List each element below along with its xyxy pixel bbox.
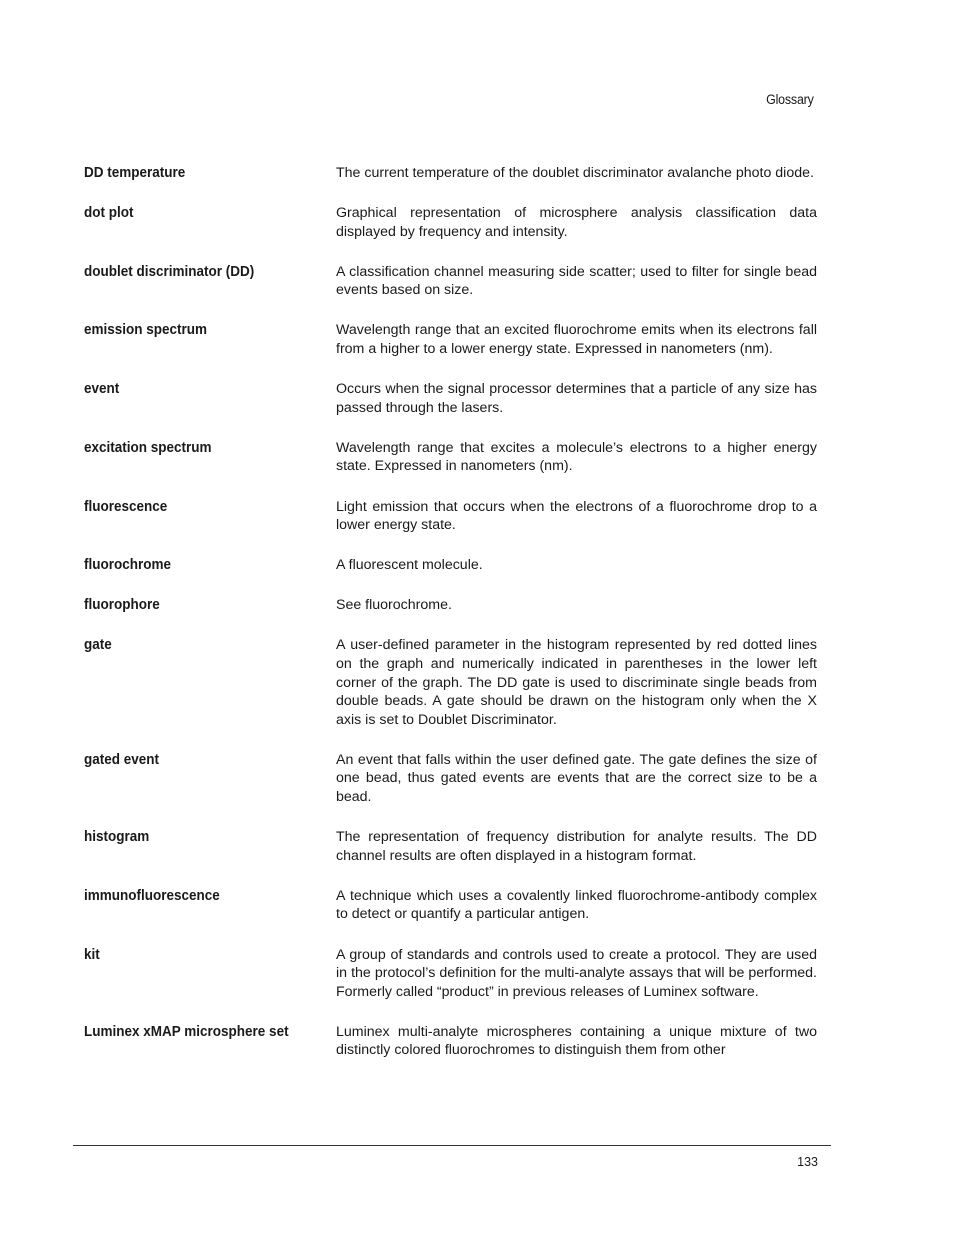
glossary-term: Luminex xMAP microsphere set [84, 1022, 289, 1040]
glossary-term: fluorophore [84, 596, 160, 614]
glossary-term: excitation spectrum [84, 438, 212, 456]
glossary-term: gated event [84, 750, 160, 768]
glossary-entry-fluorophore [84, 596, 817, 615]
running-header-glossary: Glossary [766, 92, 814, 107]
glossary-definition: A group of standards and controls used to create a protocol. They are used in the protocol’s definition for the multi-analyte assays that will be performed. Formerly called “product” in previous releases of Luminex software. [336, 946, 817, 1000]
glossary-term: immunofluorescence [84, 886, 220, 904]
page-number: 133 [797, 1155, 818, 1169]
glossary-entry-event [84, 380, 817, 417]
glossary-definition: Wavelength range that an excited fluorochrome emits when its electrons fall from a higher to a lower energy state. Expressed in nanometers (nm). [336, 322, 817, 358]
glossary-entry-dd-temperature [84, 164, 817, 183]
glossary-entry-gated-event [84, 751, 817, 807]
glossary-definition: See fluorochrome. [336, 597, 452, 614]
glossary-definition: A classification channel measuring side scatter; used to filter for single bead events based on size. [336, 263, 817, 299]
glossary-entry-emission-spectrum [84, 321, 817, 358]
glossary-term: histogram [84, 828, 150, 846]
glossary-entry-excitation-spectrum [84, 439, 817, 476]
glossary-definition: The current temperature of the doublet discriminator avalanche photo diode. [336, 165, 814, 181]
glossary-definition: A user-defined parameter in the histogram represented by red dotted lines on the graph and numerically indicated in parentheses in the lower left corner of the graph. The DD gate is used to discriminate single beads from double beads. A gate should be drawn on the histogram only when the X axis is set to Doublet Discriminator. [336, 637, 817, 728]
glossary-definition: Luminex multi-analyte microspheres containing a unique mixture of two distinctly colored fluorochromes to distinguish them from other [336, 1023, 817, 1059]
glossary-term: DD temperature [84, 164, 186, 181]
glossary-term: dot plot [84, 204, 134, 222]
glossary-entry-dot-plot [84, 204, 817, 241]
glossary-term: event [84, 380, 120, 398]
glossary-term: doublet discriminator (DD) [84, 262, 255, 280]
glossary-term: fluorescence [84, 497, 168, 515]
glossary-definition: The representation of frequency distribution for analyte results. The DD channel results are often displayed in a histogram format. [336, 829, 817, 864]
glossary-term: kit [84, 945, 100, 963]
glossary-entry-immunofluorescence [84, 887, 817, 924]
glossary-entry-gate [84, 636, 817, 729]
glossary-entry-fluorescence [84, 498, 817, 535]
glossary-entry-luminex-xmap-microsphere-set [84, 1023, 817, 1060]
glossary-definition: Graphical representation of microsphere analysis classification data displayed by frequency and intensity. [336, 205, 817, 240]
glossary-definition: Wavelength range that excites a molecule’s electrons to a higher energy state. Expressed in nanometers (nm). [336, 439, 817, 475]
glossary-definition: Occurs when the signal processor determines that a particle of any size has passed through the lasers. [336, 381, 817, 416]
glossary-entry-kit [84, 946, 817, 1002]
glossary-definition: Light emission that occurs when the electrons of a fluorochrome drop to a lower energy state. [336, 498, 817, 534]
glossary-definition: An event that falls within the user defined gate. The gate defines the size of one bead, thus gated events are events that are the correct size to be a bead. [336, 751, 817, 806]
glossary-entry-doublet-discriminator [84, 263, 817, 300]
glossary-list [84, 164, 817, 1060]
glossary-term: gate [84, 636, 112, 654]
glossary-entry-fluorochrome [84, 556, 817, 575]
glossary-term: fluorochrome [84, 556, 172, 574]
footer-divider [73, 1145, 831, 1146]
glossary-definition: A technique which uses a covalently linked fluorochrome-antibody complex to detect or quantify a particular antigen. [336, 887, 817, 923]
glossary-entry-histogram [84, 828, 817, 865]
glossary-definition: A fluorescent molecule. [336, 557, 483, 574]
glossary-term: emission spectrum [84, 321, 208, 339]
